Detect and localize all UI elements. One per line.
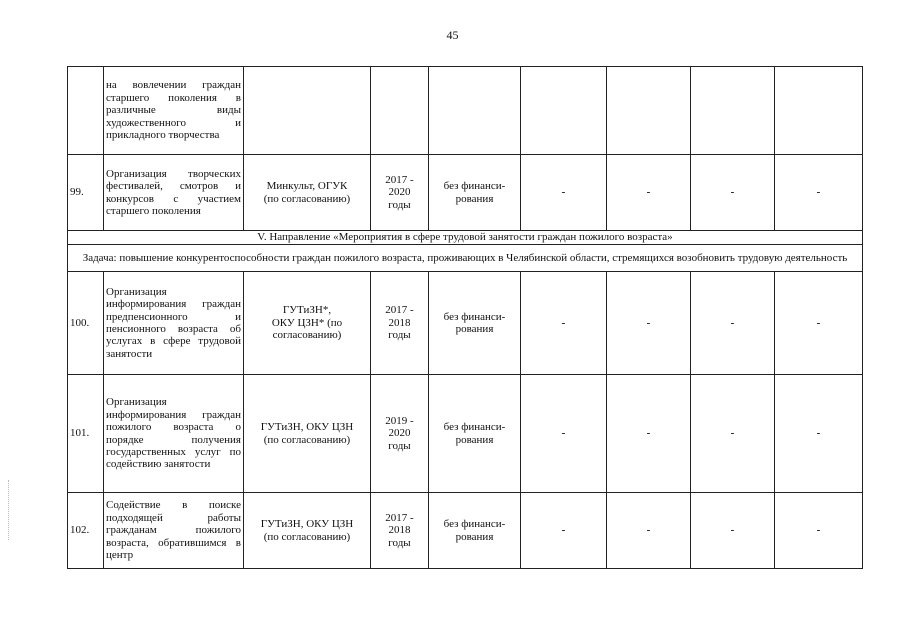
activity-name: Организация творческих фестивалей, смотров и конкурсов с участием старшего поколения	[104, 155, 244, 231]
activity-name: Содействие в поиске подходящей работы гражданам пожилого возраста, обратившимся в центр	[104, 493, 244, 569]
period: 2019 - 2020 годы	[371, 375, 429, 493]
value-cell: -	[521, 375, 607, 493]
task-row	[68, 245, 863, 272]
value-cell	[607, 67, 691, 155]
value-cell: -	[607, 155, 691, 231]
value-cell	[521, 67, 607, 155]
row-number: 100.	[68, 272, 104, 375]
value-cell: -	[691, 272, 775, 375]
period: 2017 - 2018 годы	[371, 493, 429, 569]
row-number: 101.	[68, 375, 104, 493]
funding: без финанси- рования	[429, 493, 521, 569]
period	[371, 67, 429, 155]
value-cell	[691, 67, 775, 155]
funding: без финанси- рования	[429, 272, 521, 375]
value-cell: -	[775, 375, 863, 493]
period: 2017 - 2018 годы	[371, 272, 429, 375]
value-cell: -	[691, 155, 775, 231]
activity-name: Организация информирования граждан предпенсионного и пенсионного возраста об услугах в сфере трудовой занятости	[104, 272, 244, 375]
value-cell: -	[775, 493, 863, 569]
value-cell: -	[775, 155, 863, 231]
funding: без финанси- рования	[429, 375, 521, 493]
section-heading: V. Направление «Мероприятия в сфере трудовой занятости граждан пожилого возраста»	[68, 231, 863, 245]
page-number: 45	[446, 28, 459, 42]
table-row	[68, 155, 863, 231]
value-cell: -	[521, 155, 607, 231]
task-heading: Задача: повышение конкурентоспособности граждан пожилого возраста, проживающих в Челябинской области, стремящихся возобновить трудовую деятельность	[68, 245, 863, 272]
executor: Минкульт, ОГУК (по согласованию)	[244, 155, 371, 231]
table-row	[68, 493, 863, 569]
activity-name: на вовлечении граждан старшего поколения в различные виды художественного и прикладного творчества	[104, 67, 244, 155]
section-row	[68, 231, 863, 245]
value-cell: -	[521, 272, 607, 375]
value-cell: -	[775, 272, 863, 375]
value-cell: -	[691, 493, 775, 569]
funding: без финанси- рования	[429, 155, 521, 231]
table-row	[68, 67, 863, 155]
value-cell: -	[607, 272, 691, 375]
executor: ГУТиЗН*, ОКУ ЦЗН* (по согласованию)	[244, 272, 371, 375]
value-cell: -	[607, 375, 691, 493]
activity-name: Организация информирования граждан пожилого возраста о порядке получения государственных услуг по содействию занятости	[104, 375, 244, 493]
row-number: 99.	[68, 155, 104, 231]
period: 2017 - 2020 годы	[371, 155, 429, 231]
value-cell: -	[691, 375, 775, 493]
table-row	[68, 272, 863, 375]
activities-table	[67, 66, 863, 569]
executor	[244, 67, 371, 155]
value-cell	[775, 67, 863, 155]
value-cell: -	[521, 493, 607, 569]
funding	[429, 67, 521, 155]
row-number	[68, 67, 104, 155]
executor: ГУТиЗН, ОКУ ЦЗН (по согласованию)	[244, 375, 371, 493]
row-number: 102.	[68, 493, 104, 569]
executor: ГУТиЗН, ОКУ ЦЗН (по согласованию)	[244, 493, 371, 569]
value-cell: -	[607, 493, 691, 569]
scan-margin-mark	[8, 480, 10, 540]
table-row	[68, 375, 863, 493]
